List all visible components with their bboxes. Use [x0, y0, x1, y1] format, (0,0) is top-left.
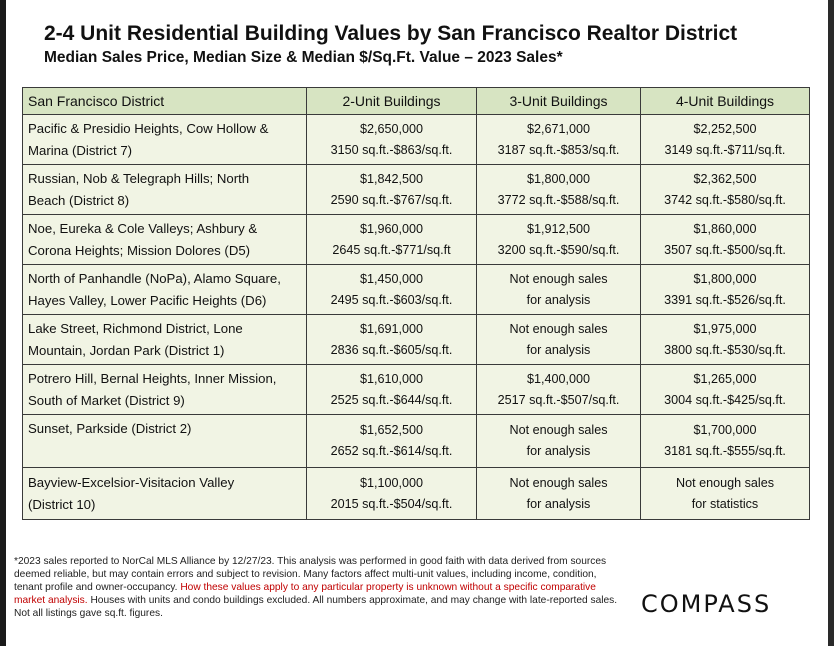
district-cell: Noe, Eureka & Cole Valleys; Ashbury & Corona Heights; Mission Dolores (D5): [23, 215, 307, 265]
table-row: [23, 165, 810, 215]
two-unit-cell: $1,691,000 2836 sq.ft.-$605/sq.ft.: [307, 315, 477, 365]
four-unit-cell: $2,252,500 3149 sq.ft.-$711/sq.ft.: [641, 115, 810, 165]
district-cell: Pacific & Presidio Heights, Cow Hollow & Marina (District 7): [23, 115, 307, 165]
table-row: [23, 415, 810, 468]
district-cell: Lake Street, Richmond District, Lone Mountain, Jordan Park (District 1): [23, 315, 307, 365]
two-unit-cell: $1,652,500 2652 sq.ft.-$614/sq.ft.: [307, 415, 477, 468]
two-unit-cell: $1,960,000 2645 sq.ft.-$771/sq.ft: [307, 215, 477, 265]
table-row: [23, 265, 810, 315]
four-unit-cell: $1,700,000 3181 sq.ft.-$555/sq.ft.: [641, 415, 810, 468]
three-unit-cell: $1,912,500 3200 sq.ft.-$590/sq.ft.: [477, 215, 641, 265]
footnote-text-2: Houses with units and condo buildings excluded. All numbers approximate, and may change with late-reported sales. Not all listings gave sq.ft. figures.: [14, 595, 618, 619]
three-unit-cell: $1,800,000 3772 sq.ft.-$588/sq.ft.: [477, 165, 641, 215]
values-table: [22, 87, 810, 520]
three-unit-cell: Not enough sales for analysis: [477, 468, 641, 520]
four-unit-cell: Not enough sales for statistics: [641, 468, 810, 520]
district-cell: Russian, Nob & Telegraph Hills; North Beach (District 8): [23, 165, 307, 215]
three-unit-cell: Not enough sales for analysis: [477, 415, 641, 468]
four-unit-cell: $1,265,000 3004 sq.ft.-$425/sq.ft.: [641, 365, 810, 415]
district-cell: Potrero Hill, Bernal Heights, Inner Mission, South of Market (District 9): [23, 365, 307, 415]
three-unit-cell: Not enough sales for analysis: [477, 265, 641, 315]
two-unit-cell: $2,650,000 3150 sq.ft.-$863/sq.ft.: [307, 115, 477, 165]
compass-logo: COMPASS: [641, 590, 772, 618]
three-unit-cell: $2,671,000 3187 sq.ft.-$853/sq.ft.: [477, 115, 641, 165]
four-unit-cell: $1,975,000 3800 sq.ft.-$530/sq.ft.: [641, 315, 810, 365]
page-subtitle: Median Sales Price, Median Size & Median $/Sq.Ft. Value – 2023 Sales*: [44, 49, 563, 66]
four-unit-cell: $2,362,500 3742 sq.ft.-$580/sq.ft.: [641, 165, 810, 215]
header-4-unit: 4-Unit Buildings: [641, 88, 810, 115]
page-title: 2-4 Unit Residential Building Values by San Francisco Realtor District: [44, 22, 738, 45]
footnote: [14, 555, 624, 620]
table-row: [23, 365, 810, 415]
four-unit-cell: $1,800,000 3391 sq.ft.-$526/sq.ft.: [641, 265, 810, 315]
district-cell: Bayview-Excelsior-Visitacion Valley (District 10): [23, 468, 307, 520]
district-cell: Sunset, Parkside (District 2): [23, 415, 307, 468]
table-row: [23, 315, 810, 365]
table-row: [23, 468, 810, 520]
two-unit-cell: $1,842,500 2590 sq.ft.-$767/sq.ft.: [307, 165, 477, 215]
header-3-unit: 3-Unit Buildings: [477, 88, 641, 115]
two-unit-cell: $1,450,000 2495 sq.ft.-$603/sq.ft.: [307, 265, 477, 315]
three-unit-cell: $1,400,000 2517 sq.ft.-$507/sq.ft.: [477, 365, 641, 415]
two-unit-cell: $1,100,000 2015 sq.ft.-$504/sq.ft.: [307, 468, 477, 520]
two-unit-cell: $1,610,000 2525 sq.ft.-$644/sq.ft.: [307, 365, 477, 415]
table-row: [23, 215, 810, 265]
table-header-row: [23, 88, 810, 115]
four-unit-cell: $1,860,000 3507 sq.ft.-$500/sq.ft.: [641, 215, 810, 265]
district-cell: North of Panhandle (NoPa), Alamo Square, Hayes Valley, Lower Pacific Heights (D6): [23, 265, 307, 315]
header-2-unit: 2-Unit Buildings: [307, 88, 477, 115]
header-district: San Francisco District: [23, 88, 307, 115]
three-unit-cell: Not enough sales for analysis: [477, 315, 641, 365]
footnote-highlight: How these values apply to any particular property is unknown without a specific comparative market analysis.: [14, 582, 596, 606]
footnote-text-1: *2023 sales reported to NorCal MLS Alliance by 12/27/23. This analysis was performed in good faith with data derived from sources deemed reliable, but may contain errors and subject to revision. Many factors affect multi-unit values, including income, condition, tenant profile and owner-occupancy.: [14, 556, 607, 593]
table-row: [23, 115, 810, 165]
